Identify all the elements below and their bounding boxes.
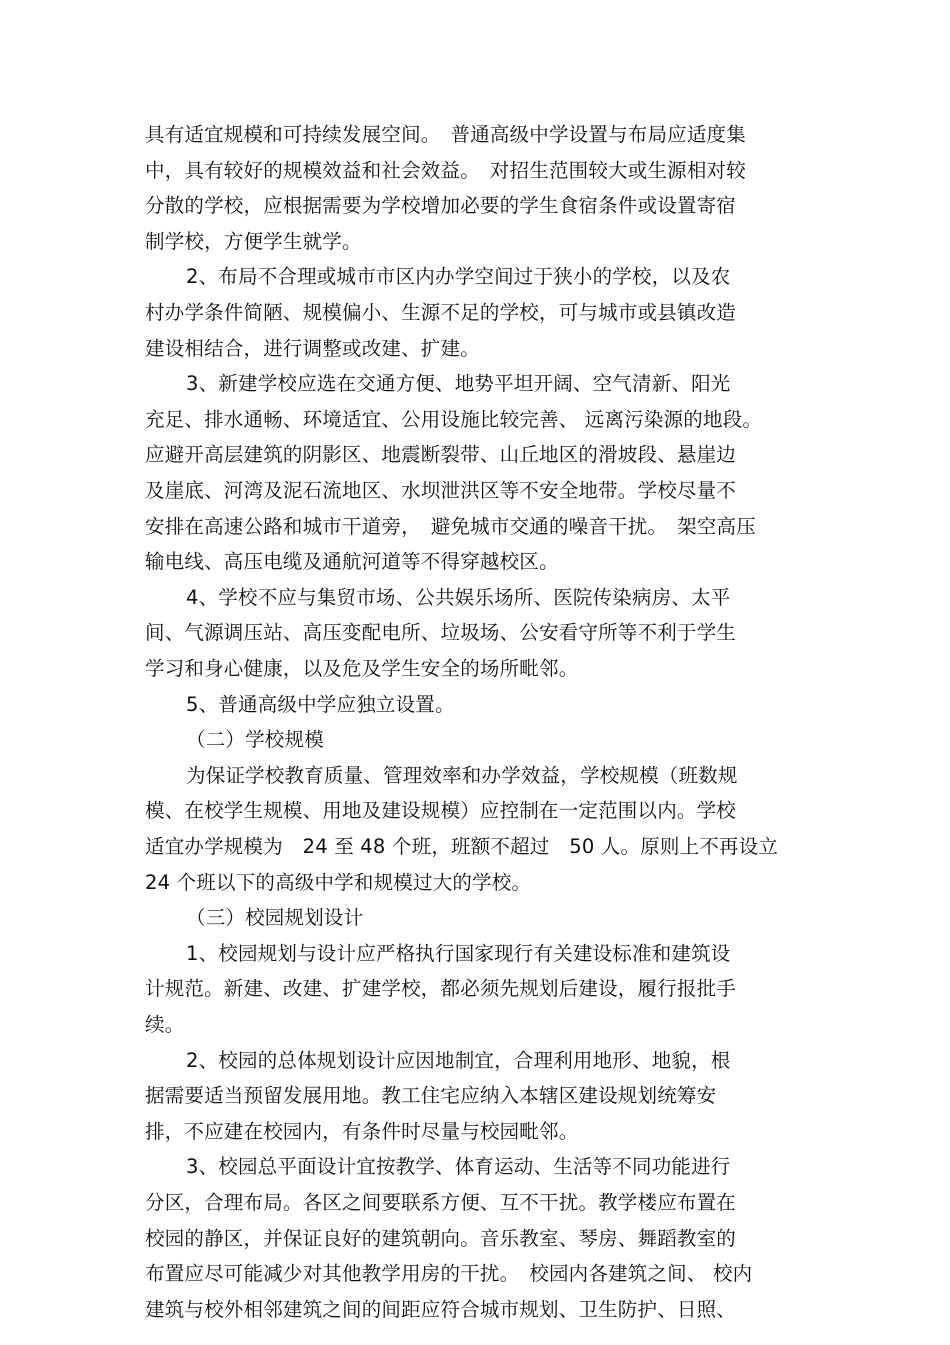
paragraph-first-line: 3、新建学校应选在交通方便、地势平坦开阔、空气清新、阳光 — [186, 372, 731, 396]
paragraph-first-line: 3、校园总平面设计宜按教学、体育运动、生活等不同功能进行 — [186, 1155, 731, 1179]
paragraph-line: 制学校，方便学生就学。 — [145, 229, 362, 253]
paragraph-line: 间、气源调压站、高压变配电所、垃圾场、公安看守所等不利于学生 — [145, 621, 737, 645]
paragraph-line: 建设相结合，进行调整或改建、扩建。 — [145, 336, 480, 360]
paragraph-line: 具有适宜规模和可持续发展空间。 普通高级中学设置与布局应适度集 — [145, 123, 746, 146]
paragraph-line: 适宜办学规模为 24 至 48 个班，班额不超过 50 人。原则上不再设立 — [145, 835, 779, 858]
paragraph-line: 排，不应建在校园内，有条件时尽量与校园毗邻。 — [145, 1119, 579, 1143]
paragraph-line: 充足、排水通畅、环境适宜、公用设施比较完善、 远离污染源的地段。 — [145, 407, 763, 431]
paragraph-line: 据需要适当预留发展用地。教工住宅应纳入本辖区建设规划统筹安 — [145, 1084, 717, 1108]
paragraph-first-line: 1、校园规划与设计应严格执行国家现行有关建设标准和建筑设 — [186, 941, 731, 965]
paragraph-line: 建筑与校外相邻建筑之间的间距应符合城市规划、卫生防护、日照、 — [145, 1297, 737, 1321]
paragraph-line: 分散的学校，应根据需要为学校增加必要的学生食宿条件或设置寄宿 — [145, 194, 737, 218]
paragraph-first-line: 为保证学校教育质量、管理效率和办学效益，学校规模（班数规 — [186, 763, 738, 787]
paragraph-line: 模、在校学生规模、用地及建设规模）应控制在一定范围以内。学校 — [145, 799, 737, 823]
paragraph-first-line: （三）校园规划设计 — [186, 906, 364, 930]
paragraph-line: 及崖底、河湾及泥石流地区、水坝泄洪区等不安全地带。学校尽量不 — [145, 479, 737, 502]
paragraph-line: 安排在高速公路和城市干道旁， 避免城市交通的噪音干扰。 架空高压 — [145, 514, 756, 538]
paragraph-line: 校园的静区，并保证良好的建筑朝向。音乐教室、琴房、舞蹈教室的 — [145, 1226, 737, 1250]
paragraph-line: 村办学条件简陋、规模偏小、生源不足的学校，可与城市或县镇改造 — [145, 301, 737, 324]
paragraph-line: 中，具有较好的规模效益和社会效益。 对招生范围较大或生源相对较 — [145, 158, 746, 182]
paragraph-line: 分区，合理布局。各区之间要联系方便、互不干扰。教学楼应布置在 — [145, 1191, 737, 1214]
paragraph-line: 计规范。新建、改建、扩建学校，都必须先规划后建设，履行报批手 — [145, 977, 737, 1001]
paragraph-first-line: 5、普通高级中学应独立设置。 — [186, 692, 455, 716]
paragraph-line: 续。 — [145, 1013, 185, 1036]
paragraph-line: 24 个班以下的高级中学和规模过大的学校。 — [145, 870, 532, 894]
paragraph-line: 应避开高层建筑的阴影区、地震断裂带、山丘地区的滑坡段、悬崖边 — [145, 443, 737, 467]
paragraph-first-line: 4、学校不应与集贸市场、公共娱乐场所、医院传染病房、太平 — [186, 585, 731, 609]
paragraph-line: 学习和身心健康，以及危及学生安全的场所毗邻。 — [145, 657, 579, 680]
paragraph-first-line: 2、校园的总体规划设计应因地制宜，合理利用地形、地貌，根 — [186, 1048, 731, 1072]
paragraph-first-line: 2、布局不合理或城市市区内办学空间过于狭小的学校，以及农 — [186, 265, 731, 289]
paragraph-line: 输电线、高压电缆及通航河道等不得穿越校区。 — [145, 550, 559, 574]
paragraph-line: 布置应尽可能减少对其他教学用房的干扰。 校园内各建筑之间、 校内 — [145, 1262, 753, 1286]
paragraph-first-line: （二）学校规模 — [186, 728, 324, 752]
